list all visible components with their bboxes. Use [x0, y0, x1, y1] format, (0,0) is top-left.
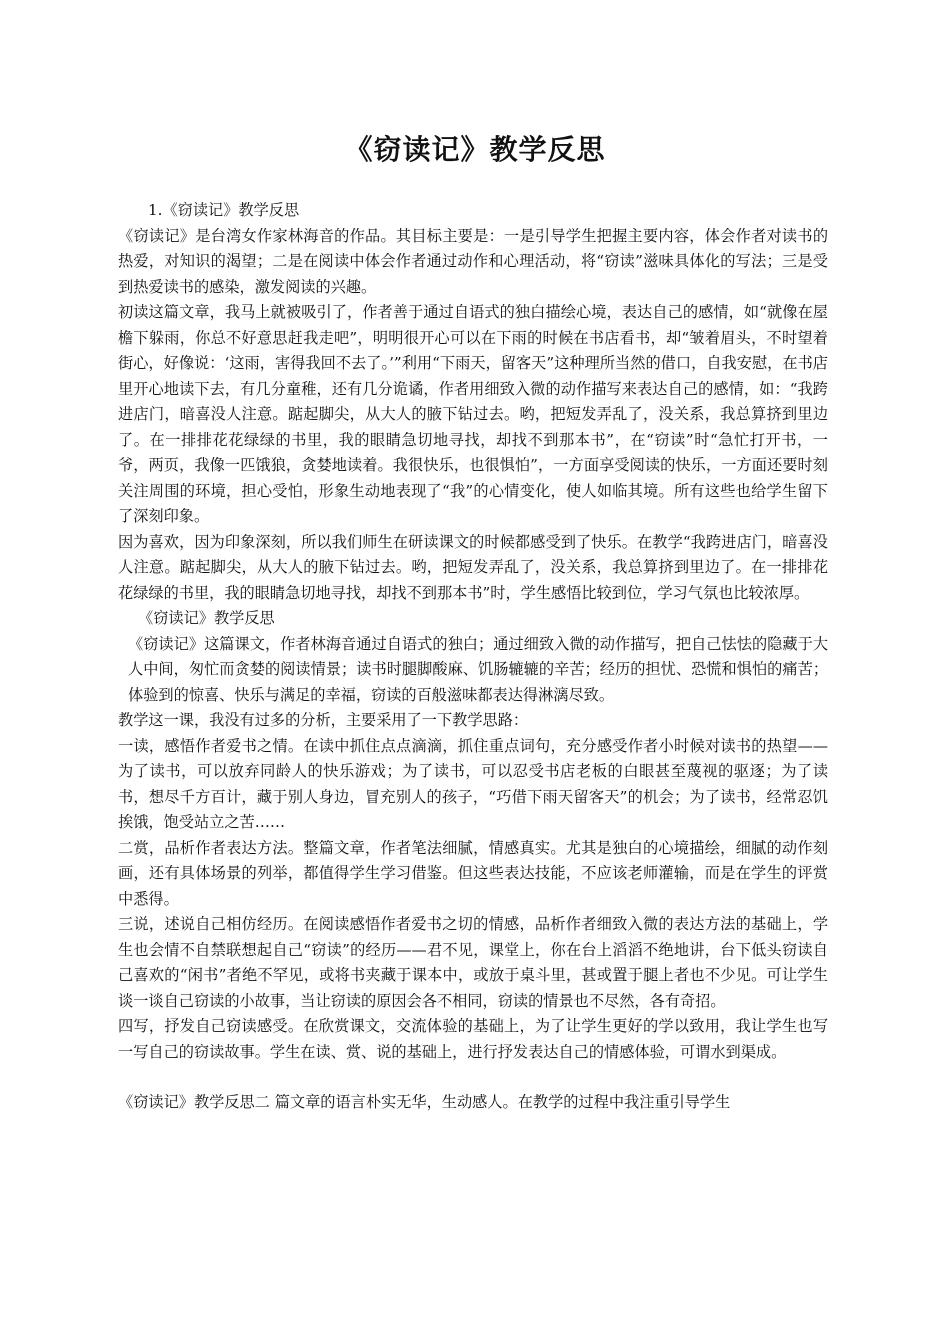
- document-title: 《窃读记》教学反思: [344, 133, 606, 166]
- document-body: [118, 198, 828, 1116]
- paragraph: 因为喜欢，因为印象深刻，所以我们师生在研读课文的时候都感受到了快乐。在教学“我跨进店门，暗喜没人注意。踮起脚尖，从大人的腋下钻过去。哟，把短发弄乱了，没关系，我总算挤到里边了。在一排排花花绿绿的书里，我的眼睛急切地寻找，却找不到那本书”时，学生感悟比较到位，学习气氛也比较浓厚。: [118, 532, 828, 602]
- section-heading: 《窃读记》教学反思: [138, 609, 275, 627]
- paragraph: 教学这一课，我没有过多的分析，主要采用了一下教学思路：: [118, 711, 529, 729]
- paragraph: 三说，述说自己相仿经历。在阅读感悟作者爱书之切的情感，品析作者细致入微的表达方法的基础上，学生也会情不自禁联想起自己“窃读”的经历——君不见，课堂上，你在台上滔滔不绝地讲，台下低头窃读自己喜欢的“闲书”者绝不罕见，或将书夹藏于课本中，或放于桌斗里，甚或置于腿上者也不少见。可让学生谈一谈自己窃读的小故事，当让窃读的原因会各不相同，窃读的情景也不尽然，各有奇招。: [118, 915, 828, 1010]
- paragraph: 《窃读记》是台湾女作家林海音的作品。其目标主要是：一是引导学生把握主要内容，体会作者对读书的热爱，对知识的渴望；二是在阅读中体会作者通过动作和心理活动，将“窃读”滋味具体化的写法；三是受到热爱读书的感染，激发阅读的兴趣。: [118, 226, 828, 296]
- paragraph: 初读这篇文章，我马上就被吸引了，作者善于通过自语式的独白描绘心境，表达自己的感情，如“就像在屋檐下躲雨，你总不好意思赶我走吧”，明明很开心可以在下雨的时候在书店看书，却“皱着眉头，不时望着街心，好像说：‘这雨，害得我回不去了。’”利用“下雨天，留客天”这种理所当然的借口，自我安慰，在书店里开心地读下去，有几分童稚，还有几分诡谲，作者用细致入微的动作描写来表达自己的感情，如：“我跨进店门，暗喜没人注意。踮起脚尖，从大人的腋下钻过去。哟，把短发弄乱了，没关系，我总算挤到里边了。在一排排花花绿绿的书里，我的眼睛急切地寻找，却找不到那本书”，在“窃读”时“急忙打开书，一爷，两页，我像一匹饿狼，贪婪地读着。我很快乐，也很惧怕”，一方面享受阅读的快乐，一方面还要时刻关注周围的环境，担心受怕，形象生动地表现了“我”的心情变化，使人如临其境。所有这些也给学生留下了深刻印象。: [118, 303, 828, 525]
- paragraph: 一读，感悟作者爱书之情。在读中抓住点点滴滴，抓住重点词句，充分感受作者小时候对读书的热望——为了读书，可以放弃同龄人的快乐游戏；为了读书，可以忍受书店老板的白眼甚至蔑视的驱逐；为了读书，想尽千方百计，藏于别人身边，冒充别人的孩子，“巧借下雨天留客天”的机会；为了读书，经常忍饥挨饿，饱受站立之苦……: [118, 736, 828, 831]
- paragraph: 二赏，品析作者表达方法。整篇文章，作者笔法细腻，情感真实。尤其是独白的心境描绘，细腻的动作刻画，还有具体场景的列举，都值得学生学习借鉴。但这些表达技能，不应该老师灌输，而是在学生的评赏中悉得。: [118, 838, 828, 908]
- paragraph: 《窃读记》教学反思二 篇文章的语言朴实无华，生动感人。在教学的过程中我注重引导学生: [118, 1093, 731, 1111]
- paragraph: 四写，抒发自己窃读感受。在欣赏课文，交流体验的基础上，为了让学生更好的学以致用，我让学生也写一写自己的窃读故事。学生在读、赏、说的基础上，进行抒发表达自己的情感体验，可谓水到渠成。: [118, 1017, 828, 1061]
- paragraph: 《窃读记》这篇课文，作者林海音通过自语式的独白；通过细致入微的动作描写，把自己怯怯的隐藏于大人中间，匆忙而贪婪的阅读情景；读书时腿脚酸麻、饥肠辘辘的辛苦；经历的担忧、恐慌和惧怕的痛苦；体验到的惊喜、快乐与满足的幸福，窃读的百般滋味都表达得淋漓尽致。: [128, 634, 828, 704]
- blank-line: [118, 1065, 828, 1090]
- section-heading: 1.《窃读记》教学反思: [148, 201, 300, 219]
